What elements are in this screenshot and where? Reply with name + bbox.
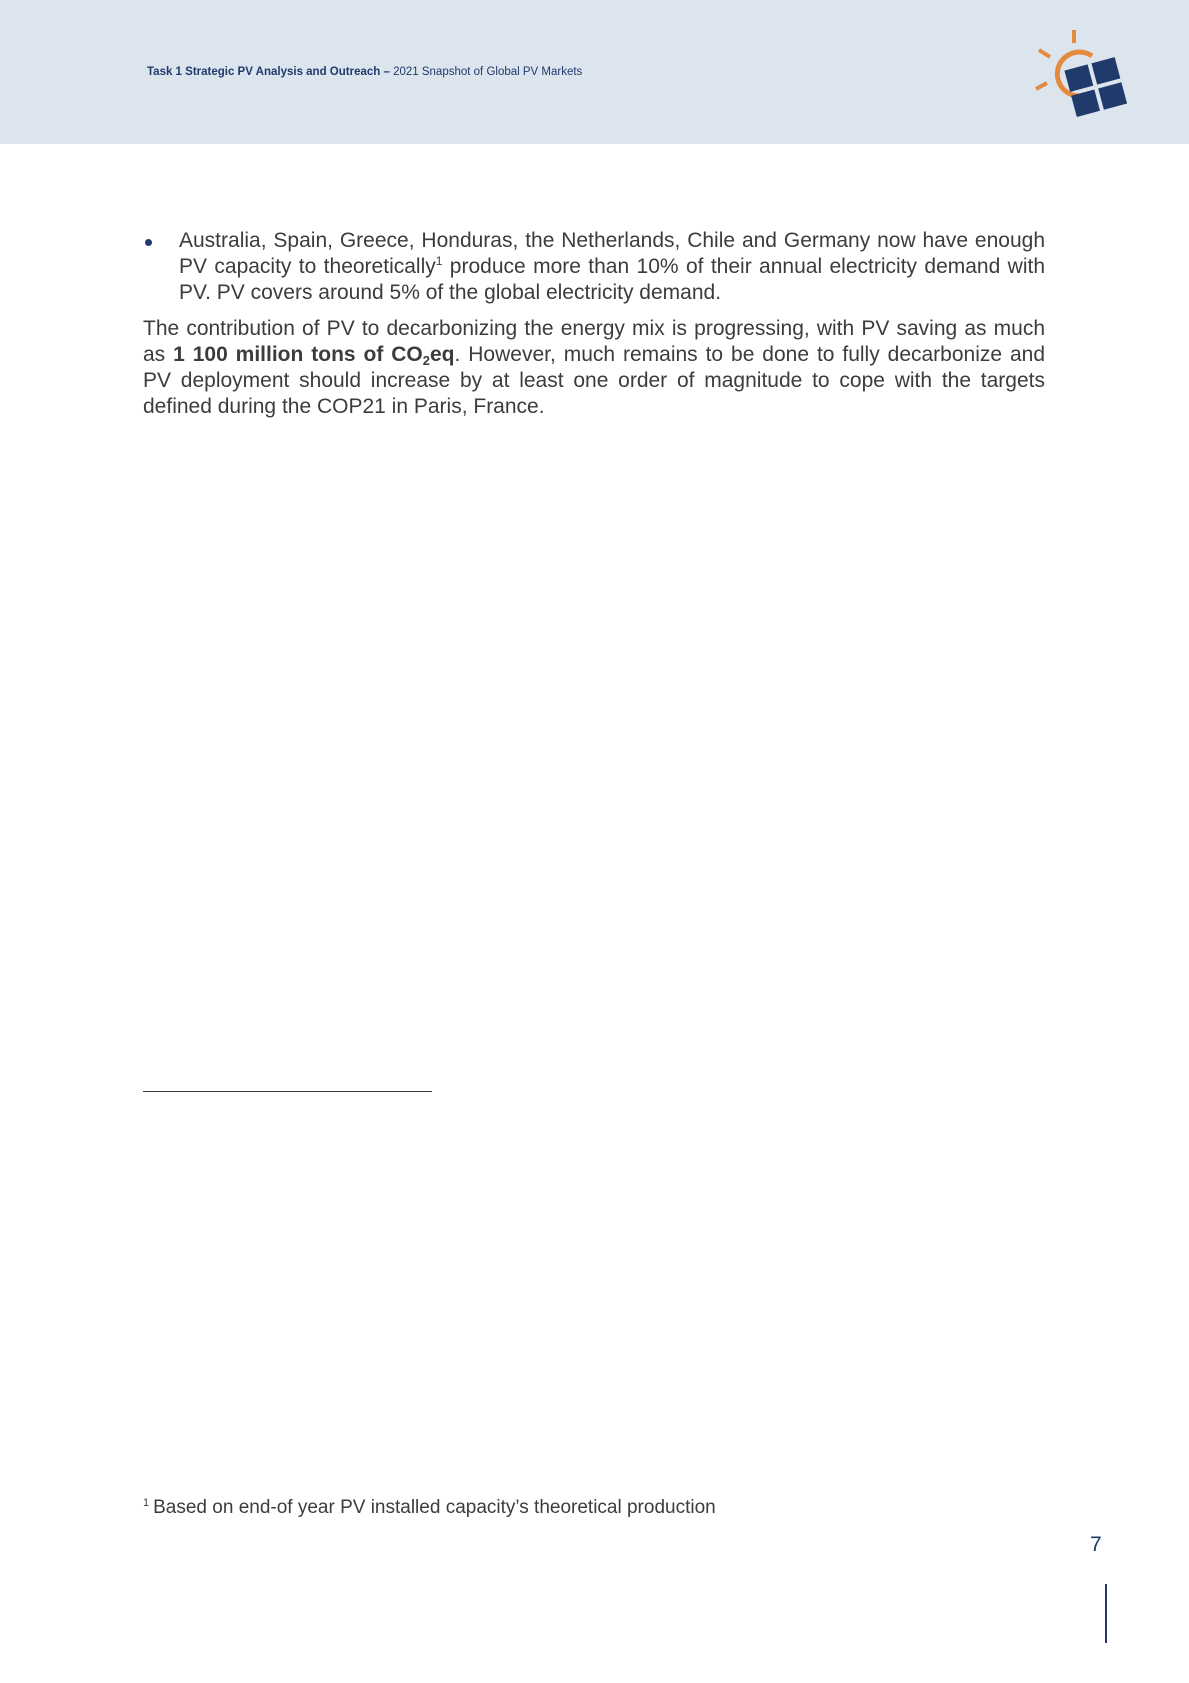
paragraph-highlight xyxy=(173,343,454,366)
page-number-rule xyxy=(1105,1584,1107,1643)
bullet-item xyxy=(143,228,1045,306)
paragraph-text-after: . However, much remains to be done to fully decarbonize and PV deployment should increase by at least one order of magnitude to cope with the targets defined during the COP21 in Paris, France. xyxy=(143,343,1046,418)
bullet-dot xyxy=(145,239,152,246)
bullet-text-before: Australia, Spain, Greece, Honduras, the Netherlands, Chile and Germany now have enough PV capacity to theoretically xyxy=(179,229,1045,278)
highlight-part1: 1 100 million tons of CO xyxy=(173,343,423,366)
paragraph-text-before: The contribution of PV to decarbonizing the energy mix is progressing, with PV saving as much as xyxy=(143,317,1045,366)
page-header xyxy=(0,0,1189,144)
footnote-text: Based on end-of year PV installed capacity’s theoretical production xyxy=(153,1497,716,1518)
body-paragraph xyxy=(143,316,1045,420)
main-content xyxy=(143,228,1045,420)
footnote-marker: 1 xyxy=(143,1497,150,1509)
footnote-divider xyxy=(143,1091,432,1092)
highlight-subscript: 2 xyxy=(422,353,430,368)
footnote-ref[interactable]: 1 xyxy=(435,254,443,268)
page-number: 7 xyxy=(1090,1533,1102,1556)
highlight-part2: eq xyxy=(429,343,455,366)
header-title-strong: Task 1 Strategic PV Analysis and Outreach – xyxy=(147,66,390,78)
header-title-rest: 2021 Snapshot of Global PV Markets xyxy=(389,66,583,78)
bullet-text-after: produce more than 10% of their annual electricity demand with PV. PV covers around 5% of the global electricity demand. xyxy=(179,255,1045,304)
footnote xyxy=(143,1497,716,1519)
sun-solar-panel-icon xyxy=(1028,26,1134,122)
header-title xyxy=(147,66,582,78)
